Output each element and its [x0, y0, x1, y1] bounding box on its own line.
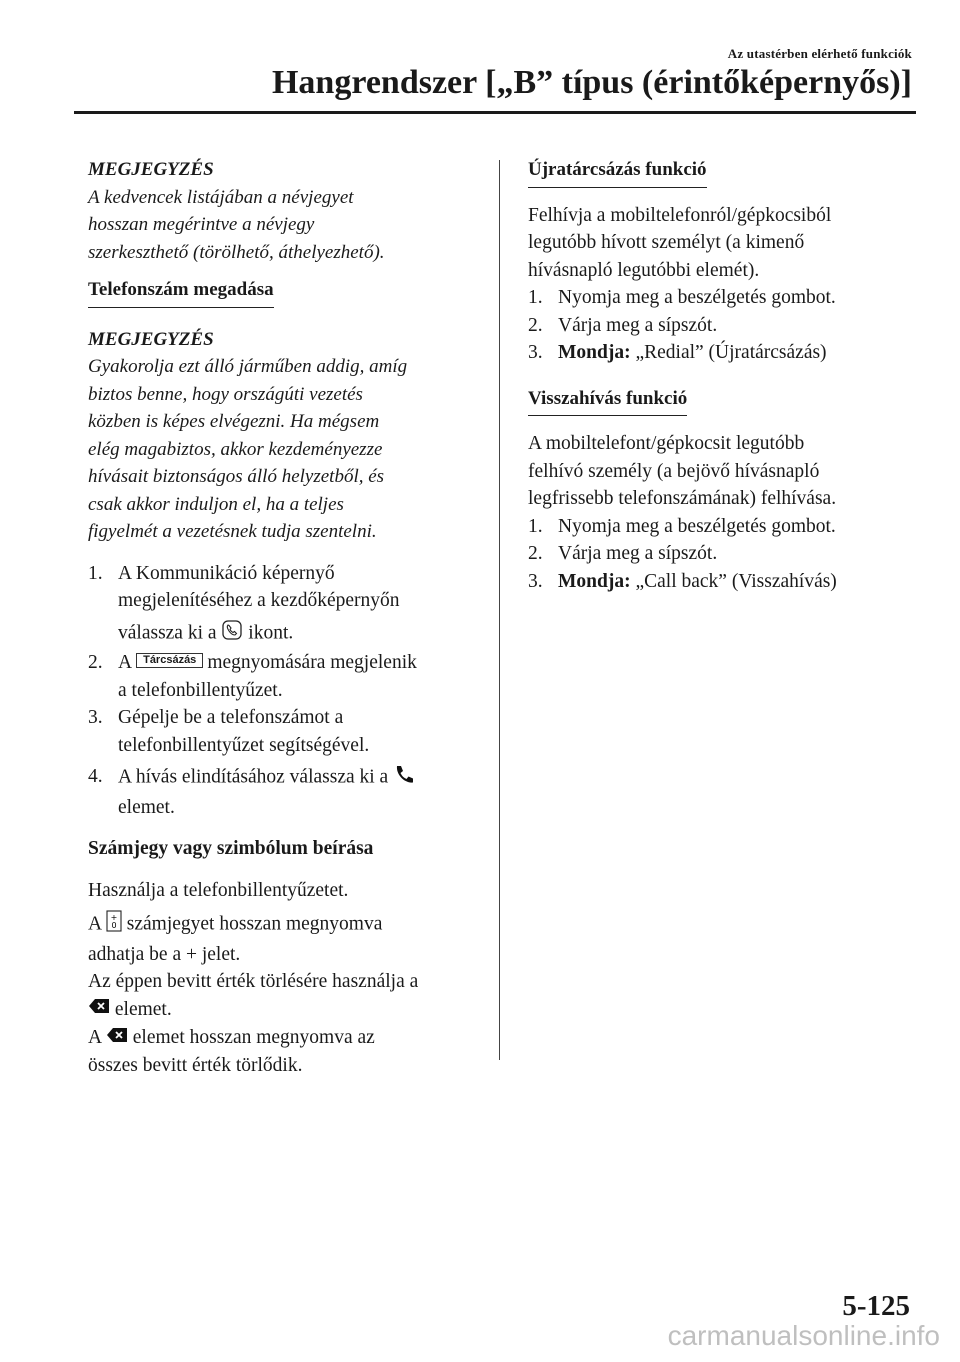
paragraph: adhatja be a + jelet. — [88, 943, 241, 965]
list-item: 1. A Kommunikáció képernyő megjelenítéséhez a kezdőképernyőn válassza ki a ikont. — [88, 560, 478, 650]
note-line: biztos benne, hogy országúti vezetés — [88, 383, 363, 405]
heading-redial: Újratárcsázás funkció — [528, 156, 908, 188]
phone-screen-icon — [221, 619, 243, 650]
right-column — [528, 156, 908, 595]
note-practice — [88, 326, 478, 546]
heading-callback: Visszahívás funkció — [528, 385, 908, 417]
svg-text:0: 0 — [111, 921, 117, 930]
note-line: szerkeszthető (törölhető, áthelyezhető). — [88, 241, 385, 263]
paragraph: felhívó személy (a bejövő hívásnapló — [528, 460, 820, 482]
note-line: elég magabiztos, akkor kezdeményezze — [88, 438, 383, 460]
heading-phone-number: Telefonszám megadása — [88, 276, 478, 308]
note-line: hívásait biztonságos álló helyzetből, és — [88, 466, 385, 487]
phone-steps-list — [88, 560, 478, 822]
list-item: 3. Mondja: „Redial” (Újratárcsázás) — [528, 342, 827, 363]
note-line: csak akkor induljon el, ha a teljes — [88, 493, 344, 515]
dial-button: Tárcsázás — [136, 653, 203, 668]
list-item: 2. Várja meg a sípszót. — [528, 314, 718, 336]
paragraph: összes bevitt érték törlődik. — [88, 1055, 303, 1077]
paragraph: A + 0 számjegyet hosszan megnyomva — [88, 910, 478, 941]
list-item: 2. A Tárcsázás megnyomására megjelenik a telefonbillentyűzet. — [88, 652, 417, 701]
watermark: carmanualsonline.info — [667, 1320, 940, 1351]
list-item: 1. Nyomja meg a beszélgetés gombot. — [528, 287, 836, 308]
paragraph: elemet. — [88, 996, 478, 1024]
note-line: hosszan megérintve a névjegy — [88, 214, 315, 235]
column-divider — [499, 160, 500, 1060]
svg-text:+: + — [110, 913, 118, 922]
note-line: közben is képes elvégezni. Ha mégsem — [88, 411, 380, 432]
backspace-icon — [88, 996, 110, 1024]
list-item: 2. Várja meg a sípszót. — [528, 543, 718, 564]
note-title: MEGJEGYZÉS — [88, 328, 214, 350]
redial-steps-list — [528, 284, 908, 367]
heading-digit-symbol: Számjegy vagy szimbólum beírása — [88, 838, 374, 859]
paragraph: legfrissebb telefonszámának) felhívása. — [528, 488, 837, 509]
callback-steps-list — [528, 513, 908, 596]
paragraph: A elemet hosszan megnyomva az — [88, 1024, 478, 1052]
note-line: A kedvencek listájában a névjegyet — [88, 186, 354, 208]
paragraph: Felhívja a mobiltelefonról/gépkocsiból — [528, 204, 832, 226]
note-favorites — [88, 156, 478, 266]
paragraph: Használja a telefonbillentyűzetet. — [88, 879, 349, 901]
paragraph: legutóbb hívott személyt (a kimenő — [528, 232, 805, 253]
header-section-title: Az utastérben elérhető funkciók — [727, 46, 912, 61]
paragraph: hívásnapló legutóbbi elemét). — [528, 259, 760, 281]
note-line: Gyakorolja ezt álló járműben addig, amíg — [88, 356, 408, 377]
list-item: 4. A hívás elindításához válassza ki a elemet. — [88, 763, 478, 821]
paragraph: Az éppen bevitt érték törlésére használja a — [88, 971, 419, 992]
list-item: 3. Gépelje be a telefonszámot a telefonbillentyűzet segítségével. — [88, 707, 370, 756]
list-item: 3. Mondja: „Call back” (Visszahívás) — [528, 570, 837, 592]
zero-plus-key-icon — [106, 910, 122, 941]
left-column — [88, 156, 478, 1080]
list-item: 1. Nyomja meg a beszélgetés gombot. — [528, 515, 836, 537]
backspace-icon — [106, 1025, 128, 1053]
header-rule — [74, 111, 916, 114]
note-line: figyelmét a vezetésnek tudja szentelni. — [88, 521, 377, 542]
note-title: MEGJEGYZÉS — [88, 159, 214, 180]
page-title: Hangrendszer [„B” típus (érintőképernyős)] — [271, 64, 912, 101]
phone-handset-icon — [393, 763, 415, 794]
page-number: 5-125 — [842, 1290, 910, 1322]
paragraph: A mobiltelefont/gépkocsit legutóbb — [528, 433, 805, 454]
